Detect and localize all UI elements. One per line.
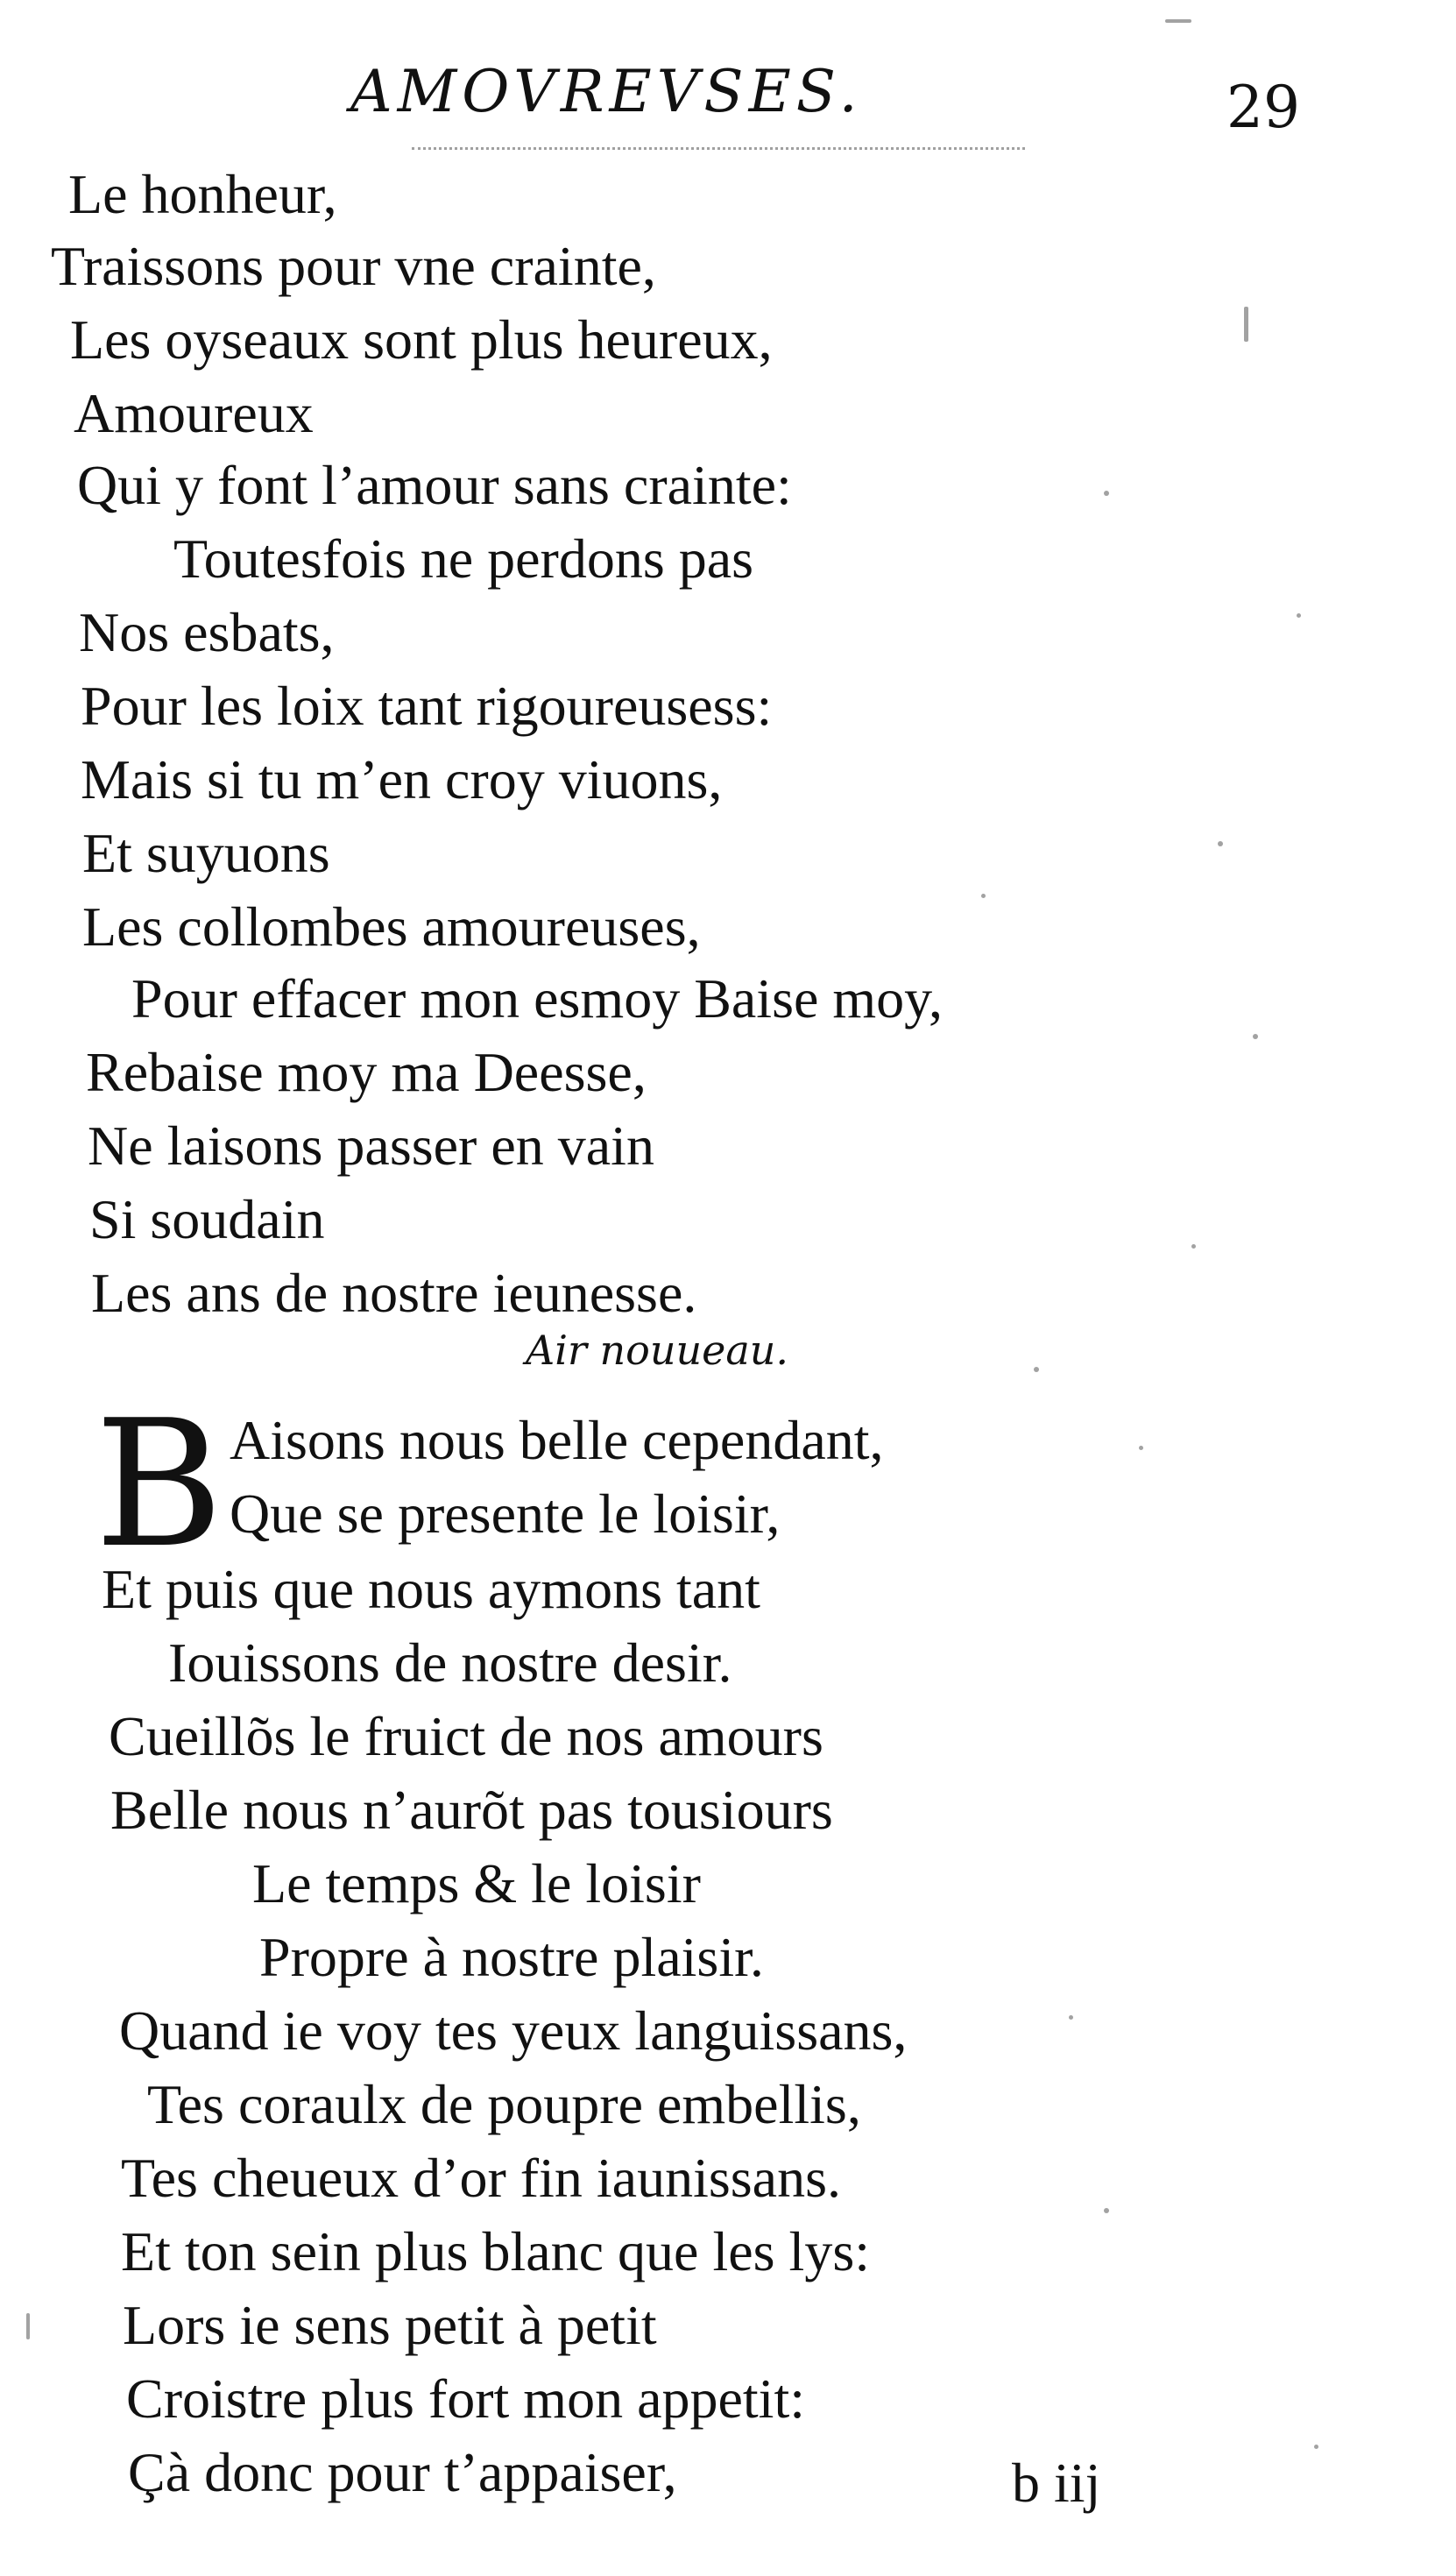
print-speck [1165,19,1191,23]
verse-line: Tes cheueux d’or fin iaunissans. [121,2147,841,2209]
verse-line: Les ans de nostre ieunesse. [91,1262,697,1324]
verse-line: Le temps & le loisir [252,1852,701,1914]
verse-line: Et ton sein plus blanc que les lys: [121,2220,870,2282]
verse-line: Iouissons de nostre desir. [168,1631,732,1694]
print-speck [1253,1034,1258,1039]
verse-line: Nos esbats, [79,601,335,663]
verse-line: Propre à nostre plaisir. [259,1926,764,1988]
verse-line: Que se presente le loisir, [230,1483,781,1545]
verse-line: Et suyuons [82,822,330,884]
print-speck [1244,307,1248,342]
page-number: 29 [1226,74,1300,141]
verse-line: Et puis que nous aymons tant [102,1558,760,1620]
print-speck [1104,491,1109,496]
verse-line: Croistre plus fort mon appetit: [126,2367,805,2430]
print-speck [1069,2015,1073,2020]
print-speck [1034,1367,1039,1372]
verse-line: Quand ie voy tes yeux languissans, [119,1999,908,2062]
verse-line: Les oyseaux sont plus heureux, [70,308,773,371]
print-speck [1139,1446,1143,1450]
print-speck [1104,2208,1109,2213]
print-speck [981,894,986,898]
verse-line: Tes coraulx de poupre embellis, [147,2073,861,2135]
print-speck [1218,841,1223,846]
section-heading: Air nouueau. [526,1327,789,1374]
verse-line: Si soudain [89,1188,325,1250]
signature-mark: b iij [1012,2452,1101,2514]
verse-line: Le honheur, [68,163,337,225]
print-speck [1314,2445,1318,2449]
print-speck [1191,1244,1196,1249]
verse-line: Aisons nous belle cependant, [230,1409,884,1471]
verse-line: Lors ie sens petit à petit [123,2294,657,2356]
verse-line: Çà donc pour t’appaiser, [128,2441,677,2503]
verse-line: Toutesfois ne perdons pas [173,527,754,590]
verse-line: Les collombes amoureuses, [82,895,701,958]
verse-line: Pour les loix tant rigoureusess: [81,675,773,737]
verse-line: Ne laisons passer en vain [88,1115,654,1177]
verse-line: Qui y font l’amour sans crainte: [77,454,792,516]
verse-line: Traissons pour vne crainte, [51,235,656,297]
verse-line: Cueillõs le fruict de nos amours [109,1705,823,1767]
drop-cap: B [95,1383,223,1587]
running-head: AMOVREVSES. [350,58,863,125]
print-speck [1297,613,1301,618]
verse-line: Mais si tu m’en croy viuons, [81,748,723,810]
header-rule [412,147,1025,152]
verse-line: Rebaise moy ma Deesse, [86,1041,647,1103]
verse-line: Belle nous n’aurõt pas tousiours [110,1779,833,1841]
verse-line: Amoureux [74,382,314,444]
verse-line: Pour effacer mon esmoy Baise moy, [131,967,943,1030]
print-speck [26,2313,30,2339]
